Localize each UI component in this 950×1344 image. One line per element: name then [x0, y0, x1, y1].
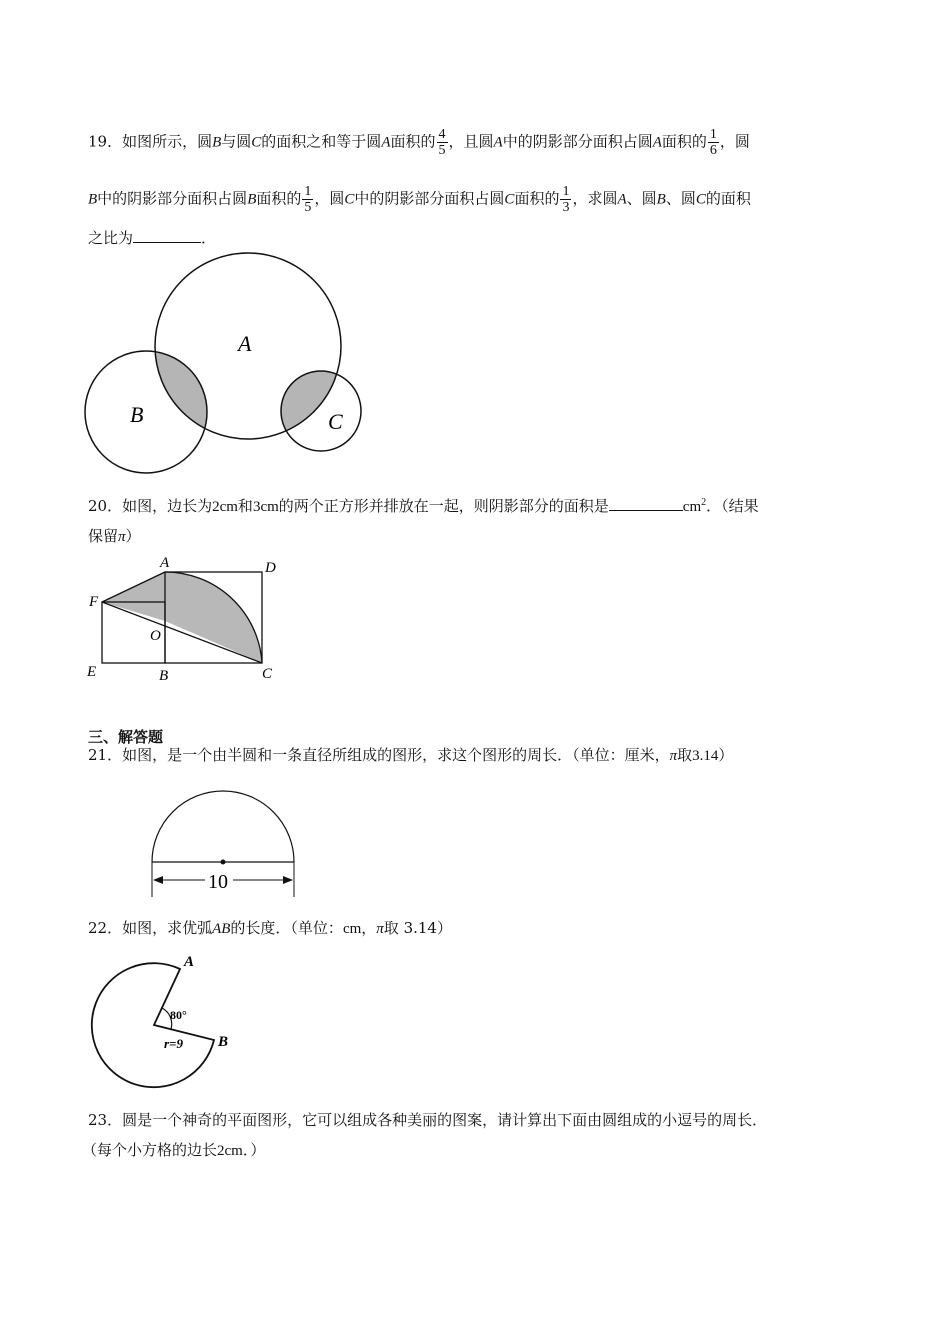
fraction-1-5: $\frac{1}{5}$ — [304, 184, 312, 215]
q21-figure-semicircle — [145, 782, 305, 902]
label-a: A — [238, 331, 252, 356]
q23-line-2: （每个小方格的边长2cm．） — [82, 1141, 266, 1159]
label-c: C — [262, 666, 273, 682]
answer-blank — [609, 496, 683, 511]
radius-label: r=9 — [164, 1036, 183, 1051]
q19-line-2: B中的阴影部分面积占圆B面积的 $\frac{1}{5}$ ，圆C中的阴影部分面积占圆C面积的 $\frac{1}{3}$ ，求圆A、圆B、圆C的面积 — [88, 184, 751, 215]
label-f: F — [89, 594, 99, 610]
arrow-right — [283, 876, 293, 884]
label-o: O — [150, 628, 161, 644]
fraction-4-5: $\frac{4}{5}$ — [438, 127, 446, 158]
label-d: D — [265, 560, 276, 576]
section-heading: 三、解答题 — [88, 728, 164, 746]
q20-figure-squares — [84, 555, 304, 685]
q22-line: 22．如图，求优弧AB的长度．（单位：cm，π取 3.14） — [88, 919, 452, 937]
diameter-label: 10 — [208, 871, 228, 893]
label-c: C — [328, 409, 343, 434]
fraction-1-6: $\frac{1}{6}$ — [709, 127, 717, 158]
q20-line-1: 20．如图，边长为2cm和3cm的两个正方形并排放在一起，则阴影部分的面积是 $cm^2$．（结果 — [88, 497, 759, 515]
label-a: A — [160, 555, 170, 571]
q19-line-1: 19．如图所示，圆B与圆C的面积之和等于圆A面积的 $\frac{4}{5}$ ，且圆A中的阴影部分面积占圆A面积的 $\frac{1}{6}$ ，圆 — [88, 127, 750, 158]
label-b: B — [218, 1034, 229, 1050]
q21-line: 21．如图，是一个由半圆和一条直径所组成的图形，求这个图形的周长．（单位：厘米，π取3.14） — [88, 746, 734, 764]
label-e: E — [87, 664, 97, 680]
major-sector — [92, 963, 214, 1087]
q23-line-1: 23．圆是一个神奇的平面图形，它可以组成各种美丽的图案，请计算出下面由圆组成的小逗号的周长． — [88, 1111, 768, 1129]
semicircle-arc — [152, 791, 294, 862]
arrow-left — [153, 876, 163, 884]
label-b: B — [130, 402, 144, 427]
q22-figure-sector — [88, 952, 258, 1092]
label-b: B — [159, 668, 169, 684]
q19-figure-circles — [80, 246, 370, 476]
angle-label: 80° — [170, 1008, 187, 1022]
q19-line-3: 之比为 ． — [88, 229, 217, 247]
fraction-1-3: $\frac{1}{3}$ — [562, 184, 570, 215]
label-a: A — [184, 954, 195, 970]
answer-blank — [133, 228, 201, 243]
q20-line-2: 保留π） — [88, 527, 141, 545]
center-dot — [221, 860, 226, 865]
